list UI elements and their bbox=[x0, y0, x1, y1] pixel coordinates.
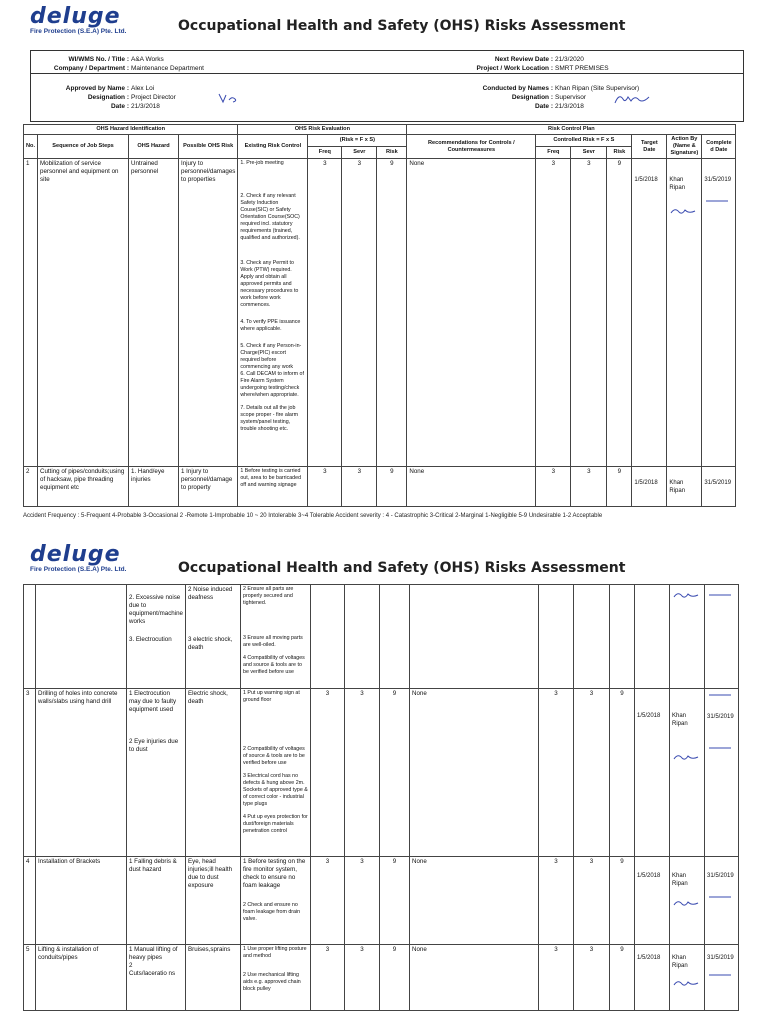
row-risk2: 9 bbox=[607, 467, 632, 507]
control-item: 7. Details out all the job scope proper - fire alarm system/panel testing, trouble shooting etc. bbox=[240, 405, 299, 432]
row-completed-date bbox=[702, 467, 736, 507]
row-risk2: 9 bbox=[610, 689, 635, 857]
completed-date-text: 31/5/2019 bbox=[707, 955, 734, 961]
date-row bbox=[31, 102, 160, 111]
row-sevr: 3 bbox=[345, 857, 380, 945]
conducted-row bbox=[423, 84, 639, 93]
row-possible-risk: Bruises,sprains bbox=[186, 945, 241, 1011]
wi-label: WI/WMS No. / Title : bbox=[68, 56, 129, 63]
row-hazard bbox=[127, 585, 186, 689]
col-existing-control: Existing Risk Control bbox=[238, 135, 308, 159]
date2-value: 21/3/2018 bbox=[555, 103, 584, 110]
row-action-by bbox=[670, 585, 705, 689]
row-freq2: 3 bbox=[539, 945, 574, 1011]
company-label: Company / Department : bbox=[53, 65, 129, 72]
action-signature bbox=[672, 590, 700, 600]
control-item: 1 Before testing on the fire monitor system, check to ensure no foam leakage bbox=[243, 858, 306, 889]
control-item: 1 Use proper lifting posture and method bbox=[243, 946, 307, 959]
row-job-step: Lifting & installation of conduits/pipes bbox=[36, 945, 127, 1011]
row-action-by bbox=[670, 689, 705, 857]
row-recommendation bbox=[410, 585, 539, 689]
hazard-item: 1 Electrocution may due to faulty equipment used bbox=[129, 690, 177, 713]
row-risk: 9 bbox=[380, 945, 410, 1011]
control-item: 1. Pre-job meeting bbox=[240, 160, 284, 166]
row-no bbox=[24, 585, 36, 689]
row-hazard: 1 Falling debris & dust hazard bbox=[127, 857, 186, 945]
row-sevr2: 3 bbox=[571, 467, 607, 507]
control-item: 4 Compatibility of voltages and source & tools are to be verified before use bbox=[243, 655, 305, 675]
action-by-text: Khan Ripan bbox=[669, 177, 686, 191]
control-item: 2 Check and ensure no foam leakage from drain valve. bbox=[243, 902, 301, 922]
col-action-by: Action By (Name & Signature) bbox=[667, 135, 702, 159]
designation-row bbox=[31, 93, 176, 102]
row-freq2: 3 bbox=[539, 857, 574, 945]
action-signature bbox=[672, 752, 700, 762]
designation2-label: Designation : bbox=[511, 94, 553, 101]
col-hazard: OHS Hazard bbox=[129, 135, 179, 159]
row-risk2: 9 bbox=[610, 857, 635, 945]
row-sevr: 3 bbox=[345, 689, 380, 857]
row-freq2: 3 bbox=[539, 689, 574, 857]
col-completed-date: Complete d Date bbox=[702, 135, 736, 159]
row-sevr: 3 bbox=[342, 159, 377, 467]
document-title: Occupational Health and Safety (OHS) Risks Assessment bbox=[178, 560, 626, 576]
approved-value: Alex Loi bbox=[131, 85, 155, 92]
row-existing-controls bbox=[241, 857, 311, 945]
col-freq2: Freq bbox=[536, 147, 571, 159]
company-value: Maintenance Department bbox=[131, 65, 204, 72]
row-action-by bbox=[670, 857, 705, 945]
action-signature bbox=[672, 898, 700, 908]
action-signature bbox=[669, 206, 697, 216]
control-item: 2 Compatibility of voltages of source & tools are to be verified before use bbox=[243, 746, 305, 766]
row-sevr2: 3 bbox=[574, 857, 610, 945]
document-title: Occupational Health and Safety (OHS) Risks Assessment bbox=[178, 18, 626, 34]
row-recommendation: None bbox=[410, 689, 539, 857]
designation2-row bbox=[423, 93, 586, 102]
row-freq: 3 bbox=[308, 159, 342, 467]
row-completed-date bbox=[705, 857, 739, 945]
table-row bbox=[24, 689, 739, 857]
row-risk2: 9 bbox=[607, 159, 632, 467]
logo-wordmark: deluge bbox=[30, 4, 121, 29]
row-hazard: 1. Hand/eye injuries bbox=[129, 467, 179, 507]
table-header-row bbox=[24, 135, 736, 147]
col-risk-formula: (Risk = F x S) bbox=[308, 135, 407, 147]
row-sevr2 bbox=[574, 585, 610, 689]
table-row bbox=[24, 467, 736, 507]
review-label: Next Review Date : bbox=[494, 56, 553, 63]
row-freq2: 3 bbox=[536, 467, 571, 507]
target-date-text: 1/5/2018 bbox=[637, 955, 661, 961]
completed-date-text: 31/5/2019 bbox=[707, 714, 734, 720]
row-recommendation: None bbox=[410, 945, 539, 1011]
designation-value: Project Director bbox=[131, 94, 176, 101]
designation2-value: Supervisor bbox=[555, 94, 587, 101]
action-by-text: Khan Ripan bbox=[672, 713, 688, 727]
col-target-date: Target Date bbox=[632, 135, 667, 159]
conducted-label: Conducted by Names : bbox=[482, 85, 553, 92]
row-existing-controls bbox=[241, 689, 311, 857]
logo-subtitle: Fire Protection (S.E.A) Pte. Ltd. bbox=[30, 28, 127, 35]
row-freq: 3 bbox=[311, 857, 345, 945]
row-existing-control: 1 Before testing is carried out, area to be barricaded off and warning signage bbox=[238, 467, 308, 507]
col-risk2: Risk bbox=[607, 147, 632, 159]
project-row bbox=[423, 64, 609, 73]
row-completed-date bbox=[705, 945, 739, 1011]
completed-mark bbox=[704, 198, 730, 204]
col-sevr2: Sevr bbox=[571, 147, 607, 159]
company-row bbox=[31, 64, 204, 73]
risk-table-page1 bbox=[23, 124, 736, 507]
control-item: 3 Ensure all moving parts are well-oiled. bbox=[243, 635, 303, 648]
completed-mark bbox=[707, 972, 733, 978]
row-recommendation: None bbox=[410, 857, 539, 945]
row-target-date bbox=[635, 945, 670, 1011]
action-by-text: Khan Ripan bbox=[669, 480, 686, 494]
row-freq bbox=[311, 585, 345, 689]
row-freq: 3 bbox=[308, 467, 342, 507]
completed-mark bbox=[707, 894, 733, 900]
conducted-value: Khan Ripan (Site Supervisor) bbox=[555, 85, 640, 92]
col-no: No. bbox=[24, 135, 38, 159]
company-logo bbox=[30, 6, 145, 36]
row-recommendation: None bbox=[407, 159, 536, 467]
control-item: 2. Check if any relevant Safety Induction Couse(SIC) or Safety Orientation Course(SOC) required incl. statutory requirements (trained, qualified and authorized). bbox=[240, 193, 300, 241]
row-risk2: 9 bbox=[610, 945, 635, 1011]
row-sevr bbox=[345, 585, 380, 689]
row-sevr2: 3 bbox=[571, 159, 607, 467]
table-row-continued bbox=[24, 585, 739, 689]
control-item: 2 Use mechanical lifting aids e.g. approved chain block pulley bbox=[243, 972, 301, 992]
action-signature bbox=[672, 978, 700, 988]
conductor-signature bbox=[613, 91, 653, 107]
page-2 bbox=[0, 538, 768, 1024]
completed-date-text: 31/5/2019 bbox=[707, 873, 734, 879]
row-risk: 9 bbox=[380, 857, 410, 945]
group-risk-control-plan: Risk Control Plan bbox=[407, 125, 736, 135]
row-possible-risk: Electric shock, death bbox=[186, 689, 241, 857]
action-by-text: Khan Ripan bbox=[672, 955, 688, 969]
row-risk: 9 bbox=[377, 159, 407, 467]
row-possible-risk: Eye, head injuries;ill health due to dust exposure bbox=[186, 857, 241, 945]
row-job-step: Cutting of pipes/conduits;using of hacksaw, pipe threading equipment etc bbox=[38, 467, 129, 507]
target-date-text: 1/5/2018 bbox=[637, 873, 661, 879]
table-group-header bbox=[24, 125, 736, 135]
col-controlled-risk: Controlled Risk = F x S bbox=[536, 135, 632, 147]
group-risk-evaluation: OHS Risk Evaluation bbox=[238, 125, 407, 135]
logo-subtitle: Fire Protection (S.E.A) Pte. Ltd. bbox=[30, 566, 127, 573]
row-job-step: Installation of Brackets bbox=[36, 857, 127, 945]
project-value: SMRT PREMISES bbox=[555, 65, 609, 72]
row-recommendation: None bbox=[407, 467, 536, 507]
review-row bbox=[423, 55, 584, 64]
document-header-box bbox=[30, 50, 744, 122]
table-row bbox=[24, 159, 736, 467]
group-hazard-identification: OHS Hazard Identification bbox=[24, 125, 238, 135]
risk-table-page2 bbox=[23, 584, 739, 1011]
target-date-text: 1/5/2018 bbox=[634, 480, 658, 486]
row-hazard: 1 Manual lifting of heavy pipes 2 Cuts/laceratio ns bbox=[127, 945, 186, 1011]
row-action-by bbox=[670, 945, 705, 1011]
header-divider bbox=[31, 73, 743, 74]
risk-legend: Accident Frequency : 5-Frequent 4-Probable 3-Occasional 2 -Remote 1-Improbable 10 ~ 20 Intolerable 3~4 Tolerable Accident severity : 4 - Catastrophic 3-Critical 2-Marginal 1-Negligible 5-9 Undesirable 1-2 Acceptable bbox=[23, 513, 603, 519]
row-completed-date bbox=[705, 585, 739, 689]
action-by-text: Khan Ripan bbox=[672, 873, 688, 887]
completed-mark bbox=[707, 592, 733, 598]
row-freq2: 3 bbox=[536, 159, 571, 467]
control-item: 5. Check if any Person-in-Charge(PIC) escort required before commencing any work 6. Call DECAM to inform of Fire Alarm System undergoing testing/check where/when appropriate. bbox=[240, 343, 304, 398]
row-completed-date bbox=[702, 159, 736, 467]
row-job-step: Mobilization of service personnel and equipment on site bbox=[38, 159, 129, 467]
row-possible-risk bbox=[186, 585, 241, 689]
row-no: 5 bbox=[24, 945, 36, 1011]
row-freq2 bbox=[539, 585, 574, 689]
date-value: 21/3/2018 bbox=[131, 103, 160, 110]
row-possible-risk: 1 Injury to personnel/damage to property bbox=[179, 467, 238, 507]
row-risk bbox=[380, 585, 410, 689]
target-date-text: 1/5/2018 bbox=[637, 713, 661, 719]
approver-signature bbox=[217, 91, 239, 105]
completed-date-text: 31/5/2019 bbox=[704, 177, 732, 183]
completed-mark bbox=[707, 692, 733, 698]
control-item: 1 Put up warning sign at ground floor bbox=[243, 690, 300, 703]
row-no: 1 bbox=[24, 159, 38, 467]
row-job-step bbox=[36, 585, 127, 689]
row-target-date bbox=[635, 857, 670, 945]
row-sevr2: 3 bbox=[574, 689, 610, 857]
table-row bbox=[24, 945, 739, 1011]
col-recommendations: Recommendations for Controls / Countermeasures bbox=[407, 135, 536, 159]
row-target-date bbox=[632, 467, 667, 507]
row-target-date bbox=[632, 159, 667, 467]
approved-label: Approved by Name : bbox=[65, 85, 129, 92]
row-existing-controls bbox=[241, 585, 311, 689]
completed-mark bbox=[707, 745, 733, 751]
row-sevr2: 3 bbox=[574, 945, 610, 1011]
row-no: 2 bbox=[24, 467, 38, 507]
row-job-step: Drilling of holes into concrete walls/slabs using hand drill bbox=[36, 689, 127, 857]
approved-row bbox=[31, 84, 154, 93]
row-risk: 9 bbox=[377, 467, 407, 507]
row-possible-risk: Injury to personnel/damages to properties bbox=[179, 159, 238, 467]
control-item: 4. To verify PPE issuance where applicable. bbox=[240, 319, 301, 332]
date2-row bbox=[423, 102, 584, 111]
row-target-date bbox=[635, 689, 670, 857]
row-sevr: 3 bbox=[345, 945, 380, 1011]
row-freq: 3 bbox=[311, 945, 345, 1011]
company-logo bbox=[30, 544, 145, 574]
control-item: 3. Check any Permit to Work (PTW) required. Apply and obtain all approved permits and necessary procedures to work before work commences. bbox=[240, 260, 299, 308]
designation-label: Designation : bbox=[87, 94, 129, 101]
review-value: 21/3/2020 bbox=[555, 56, 584, 63]
hazard-item: 2. Excessive noise due to equipment/machine works bbox=[129, 594, 184, 625]
hazard-item: 2 Eye injuries due to dust bbox=[129, 738, 179, 753]
row-risk: 9 bbox=[380, 689, 410, 857]
col-possible-risk: Possible OHS Risk bbox=[179, 135, 238, 159]
date2-label: Date : bbox=[534, 103, 553, 110]
date-label: Date : bbox=[110, 103, 129, 110]
control-item: 3 Electrical cord has no defects & hung above 2m. Sockets of approved type & of correct color - industrial type plugs bbox=[243, 773, 308, 807]
col-sevr: Sevr bbox=[342, 147, 377, 159]
row-action-by bbox=[667, 467, 702, 507]
row-no: 3 bbox=[24, 689, 36, 857]
wi-value: A&A Works bbox=[131, 56, 164, 63]
control-item: 4 Put up eyes protection for dust/foreign materials penetration control bbox=[243, 814, 308, 834]
row-hazard: Untrained personnel bbox=[129, 159, 179, 467]
row-target-date bbox=[635, 585, 670, 689]
table-row bbox=[24, 857, 739, 945]
target-date-text: 1/5/2018 bbox=[634, 177, 658, 183]
row-freq: 3 bbox=[311, 689, 345, 857]
wi-row bbox=[31, 55, 164, 64]
logo-wordmark: deluge bbox=[30, 542, 121, 567]
hazard-item: 3. Electrocution bbox=[129, 636, 172, 643]
risk-item: 3 electric shock, death bbox=[188, 636, 233, 651]
row-sevr: 3 bbox=[342, 467, 377, 507]
row-no: 4 bbox=[24, 857, 36, 945]
col-freq: Freq bbox=[308, 147, 342, 159]
row-existing-controls bbox=[238, 159, 308, 467]
row-risk2 bbox=[610, 585, 635, 689]
control-item: 2 Ensure all parts are properly secured and tightened. bbox=[243, 586, 294, 606]
row-hazard bbox=[127, 689, 186, 857]
row-action-by bbox=[667, 159, 702, 467]
row-completed-date bbox=[705, 689, 739, 857]
col-risk: Risk bbox=[377, 147, 407, 159]
col-job-steps: Sequence of Job Steps bbox=[38, 135, 129, 159]
project-label: Project / Work Location : bbox=[476, 65, 553, 72]
row-existing-controls bbox=[241, 945, 311, 1011]
completed-date-text: 31/5/2019 bbox=[704, 480, 732, 486]
risk-item: 2 Noise induced deafness bbox=[188, 586, 233, 601]
